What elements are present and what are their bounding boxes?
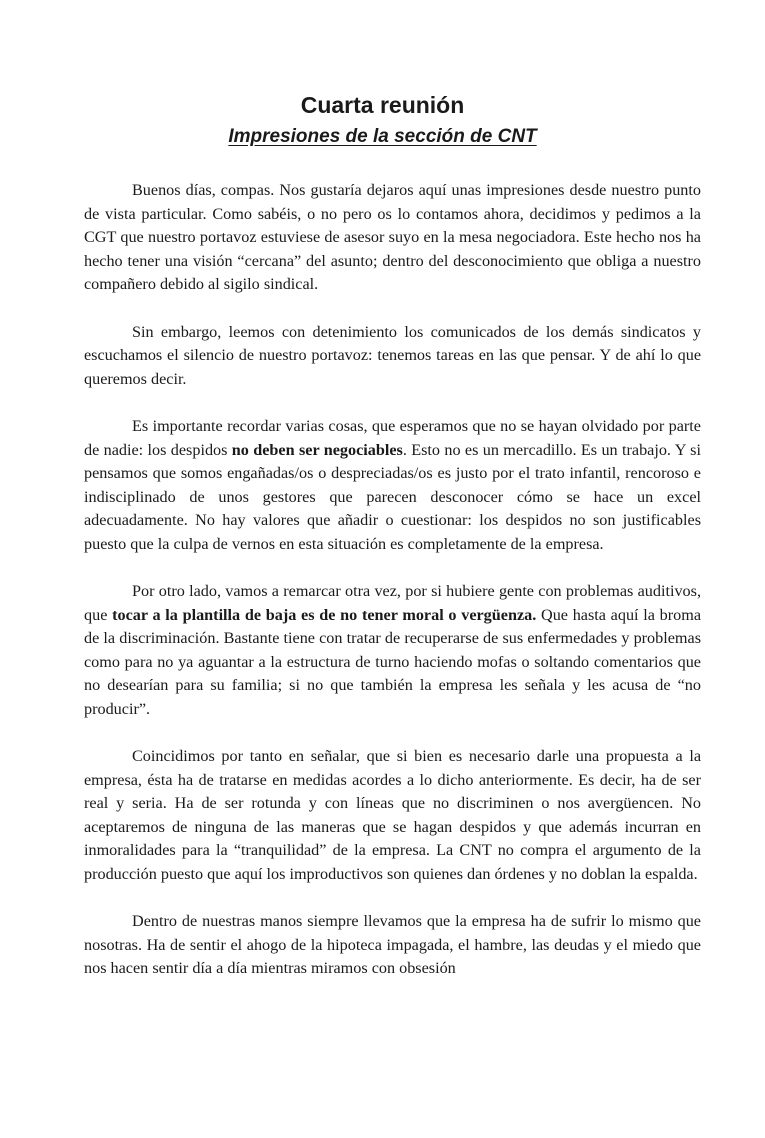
paragraph-dismissals-emphasis: no deben ser negociables <box>231 440 403 459</box>
document-body <box>84 179 701 981</box>
paragraph-sick-leave-end: Que hasta aquí la broma de la discriminación. Bastante tiene con tratar de recuperarse de sus enfermedades y problemas como para no ya aguantar a la estructura de turno haciendo mofas o soltando comentarios que no desearían para su familia; si no que también la empresa les señala y les acusa de “no producir”. <box>84 605 702 718</box>
paragraph-dismissals-end: . Esto no es un mercadillo. Es un trabajo. Y si pensamos que somos engañadas/os o despreciadas/os es justo por el trato infantil, rencoroso e indisciplinado de unos gestores que parecen desconocer cómo se hace un excel adecuadamente. No hay valores que añadir o cuestionar: los despidos no son justificables puesto que la culpa de vernos en esta situación es completamente de la empresa. <box>84 440 701 553</box>
paragraph-dismissals <box>84 415 701 556</box>
paragraph-sick-leave-emphasis: tocar a la plantilla de baja es de no tener moral o vergüenza. <box>112 605 537 624</box>
paragraph-sick-leave-start: Por otro lado, vamos a remarcar otra vez, por si hubiere gente con problemas auditivos, que <box>84 582 701 624</box>
paragraph-dismissals-start: Es importante recordar varias cosas, que esperamos que no se hayan olvidado por parte de nadie: los despidos <box>84 417 701 459</box>
paragraph-greeting: Buenos días, compas. Nos gustaría dejaros aquí unas impresiones desde nuestro punto de vista particular. Como sabéis, o no pero os lo contamos ahora, decidimos y pedimos a la CGT que nuestro portavoz estuviese de asesor suyo en la mesa negociadora. Este hecho nos ha hecho tener una visión “cercana” del asunto; dentro del desconocimiento que obliga a nuestro compañero debido al sigilo sindical. <box>84 181 701 293</box>
paragraph-proposal: Coincidimos por tanto en señalar, que si bien es necesario darle una propuesta a la empresa, ésta ha de tratarse en medidas acordes a lo dicho anteriormente. Es decir, ha de ser real y seria. Ha de ser rotunda y con líneas que no discriminen o nos avergüencen. No aceptaremos de ninguna de las maneras que se hagan despidos y que además incurran en inmoralidades para la “tranquilidad” de la empresa. La CNT no compra el argumento de la producción puesto que aquí los improductivos son quienes dan órdenes y no doblan la espalda. <box>84 747 701 883</box>
page-subtitle: Impresiones de la sección de CNT <box>228 126 537 147</box>
paragraph-sick-leave <box>84 580 701 721</box>
page-title: Cuarta reunión <box>300 92 465 118</box>
paragraph-tasks: Sin embargo, leemos con detenimiento los comunicados de los demás sindicatos y escuchamos el silencio de nuestro portavoz: tenemos tareas en las que pensar. Y de ahí lo que queremos decir. <box>84 322 701 388</box>
paragraph-closing: Dentro de nuestras manos siempre llevamos que la empresa ha de sufrir lo mismo que nosotras. Ha de sentir el ahogo de la hipoteca impagada, el hambre, las deudas y el miedo que nos hacen sentir día a día mientras miramos con obsesión <box>84 912 701 977</box>
